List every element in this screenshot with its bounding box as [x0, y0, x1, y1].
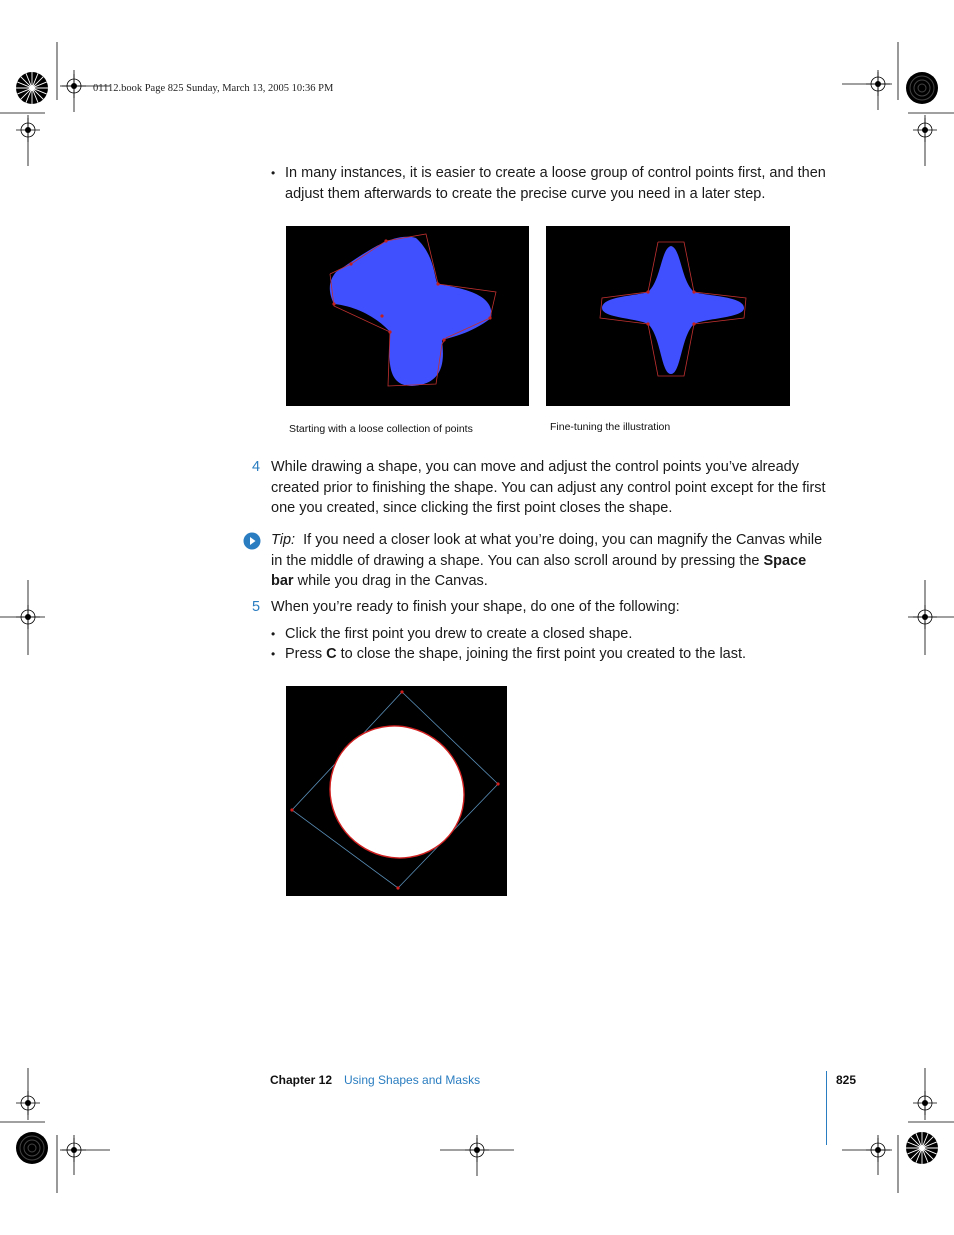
step5-bullet-1: • Click the first point you drew to create a closed shape.	[285, 624, 830, 645]
tip-label: Tip:	[271, 532, 296, 548]
page-number: 825	[836, 1073, 857, 1087]
caption-right: Fine-tuning the illustration	[550, 421, 671, 433]
bullet-text-after: to close the shape, joining the first point you created to the last.	[336, 646, 747, 662]
closed-ellipse	[304, 700, 490, 884]
tip-key: Space bar	[271, 552, 807, 589]
step-5	[252, 597, 831, 618]
step-number: 5	[252, 599, 261, 615]
loose-shape	[330, 237, 492, 386]
step-text: While drawing a shape, you can move and adjust the control points you’ve already created prior to finishing the shape. You can adjust any control point except for the first one you created, since clicking the first point closes the shape.	[271, 459, 826, 516]
tip-text-after: while you drag in the Canvas.	[293, 573, 488, 589]
figure-fine-tuned	[546, 226, 790, 406]
tip-text-before: If you need a closer look at what you’re doing, you can magnify the Canvas while in the middle of drawing a shape. You can also scroll around by pressing the	[271, 532, 823, 569]
step5-bullet-2	[285, 644, 830, 665]
step-text: When you’re ready to finish your shape, do one of the following:	[271, 599, 680, 615]
step-4	[252, 457, 831, 519]
step-number: 4	[252, 459, 261, 475]
caption-left: Starting with a loose collection of points	[289, 423, 473, 435]
star-shape	[602, 246, 744, 374]
footer-chapter: Chapter 12	[270, 1073, 333, 1087]
footer-chapter-title: Using Shapes and Masks	[344, 1073, 481, 1087]
figure-loose-points	[286, 226, 529, 406]
footer-divider	[826, 1071, 827, 1145]
tip-block	[271, 530, 831, 592]
bullet-text-before: Press	[285, 646, 327, 662]
figure-closed-shape	[286, 686, 507, 896]
print-meta: 01112.book Page 825 Sunday, March 13, 2005 10:36 PM	[93, 83, 334, 94]
tip-arrow-icon	[243, 532, 261, 550]
intro-bullet: • In many instances, it is easier to create a loose group of control points first, and then adjust them afterwards to create the precise curve you need in a later step.	[285, 163, 830, 204]
key-c: C	[326, 646, 337, 662]
